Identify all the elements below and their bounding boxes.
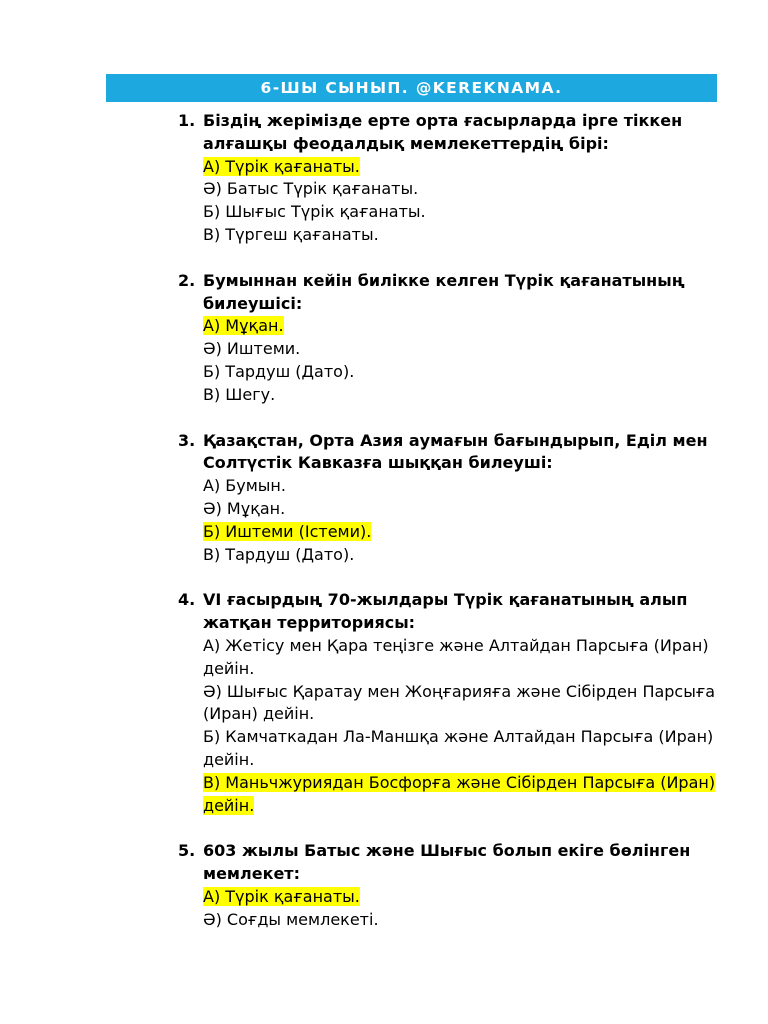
answer-option: В) Түргеш қағанаты.	[203, 224, 379, 244]
answer-option-label: А) Мұқан.	[203, 316, 284, 336]
answer-option-correct	[203, 156, 723, 179]
answer-option-label: В) Маньчжуриядан Босфорға және Сібірден Парсыға (Иран) дейін.	[203, 772, 716, 815]
question-1	[178, 110, 723, 247]
question-number: 4.	[178, 590, 196, 610]
answer-option-correct	[203, 315, 723, 338]
question-text: VI ғасырдың 70-жылдары Түрік қағанатының алып жатқан территориясы:	[203, 590, 688, 633]
question-list	[178, 110, 723, 955]
question-number: 3.	[178, 430, 196, 450]
answer-option-label: Б) Иштеми (Істеми).	[203, 521, 372, 541]
answer-option-label: А) Түрік қағанаты.	[203, 156, 360, 176]
answer-option-label: А) Түрік қағанаты.	[203, 886, 360, 906]
answer-option-correct	[203, 772, 723, 818]
question-number: 5.	[178, 841, 196, 861]
question-3	[178, 430, 723, 567]
question-number: 1.	[178, 111, 196, 130]
answer-option: Ә) Мұқан.	[203, 498, 286, 518]
answer-option-correct	[203, 521, 723, 544]
question-text: Біздің жерімізде ерте орта ғасырларда ірге тіккен алғашқы феодалдық мемлекеттердің бірі:	[203, 111, 683, 153]
page-header-banner	[106, 74, 717, 102]
question-2	[178, 270, 723, 407]
question-number: 2.	[178, 270, 196, 290]
question-4	[178, 589, 723, 817]
answer-option: Б) Шығыс Түрік қағанаты.	[203, 202, 426, 222]
answer-option: В) Шегу.	[203, 384, 276, 404]
answer-option-correct	[203, 886, 723, 909]
answer-option: В) Тардуш (Дато).	[203, 544, 355, 564]
answer-option: Б) Камчаткадан Ла-Маншқа және Алтайдан Парсыға (Иран) дейін.	[203, 727, 714, 769]
answer-option: Ә) Шығыс Қаратау мен Жоңғарияға және Сібірден Парсыға (Иран) дейін.	[203, 681, 716, 724]
answer-option: А) Бумын.	[203, 476, 286, 496]
question-text: Бумыннан кейін билікке келген Түрік қағанатының билеушісі:	[203, 270, 685, 313]
answer-option: А) Жетісу мен Қара теңізге және Алтайдан Парсыға (Иран) дейін.	[203, 635, 709, 678]
question-text: Қазақстан, Орта Азия аумағын бағындырып, Еділ мен Солтүстік Кавказға шыққан билеуші:	[203, 430, 708, 473]
page-title: 6-ШЫ СЫНЫП. @KEREKNAMA.	[260, 79, 563, 97]
answer-option: Б) Тардуш (Дато).	[203, 361, 355, 381]
answer-option: Ә) Соғды мемлекеті.	[203, 909, 379, 929]
answer-option: Ә) Иштеми.	[203, 339, 301, 359]
answer-option: Ә) Батыс Түрік қағанаты.	[203, 179, 419, 199]
question-text: 603 жылы Батыс және Шығыс болып екіге бөлінген мемлекет:	[203, 841, 691, 884]
question-5	[178, 840, 723, 931]
